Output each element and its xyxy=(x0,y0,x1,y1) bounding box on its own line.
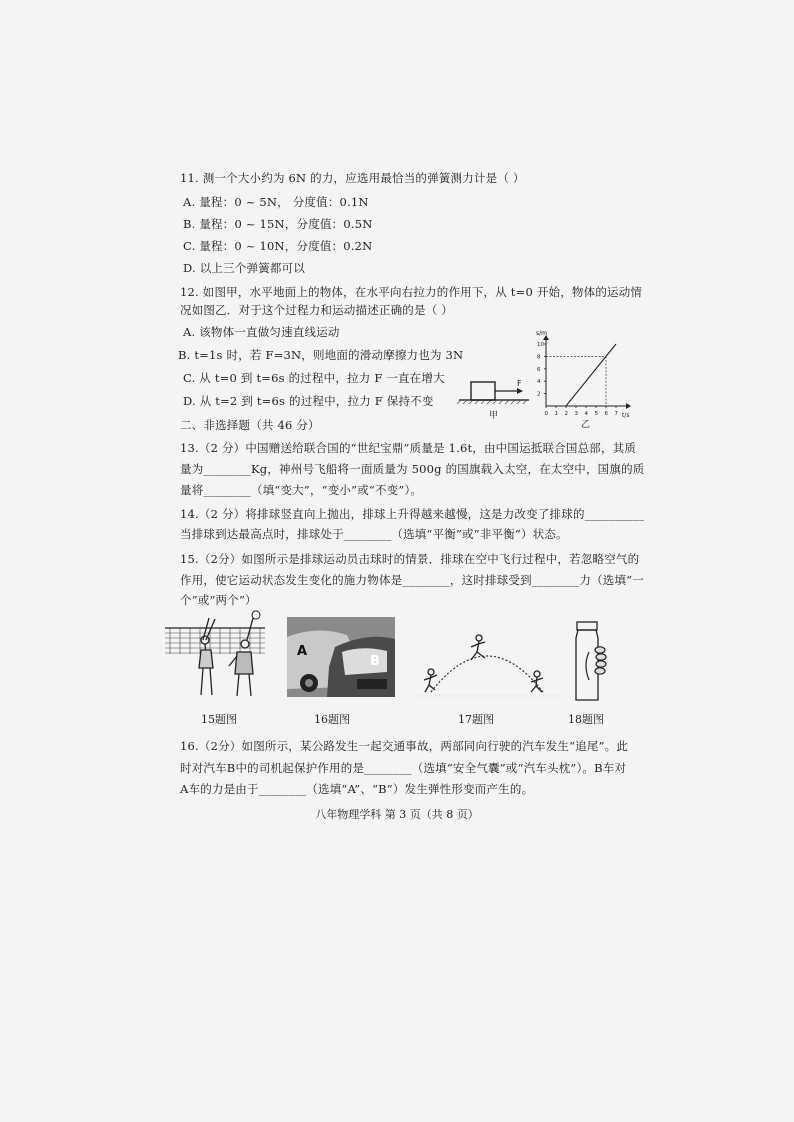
q14-line2: 当排球到达最高点时，排球处于________（选填“平衡”或“非平衡”）状态。 xyxy=(180,527,568,541)
q14-line1: 14.（2 分）将排球竖直向上抛出，排球上升得越来越慢，这是力改变了排球的__________ xyxy=(180,507,645,521)
trajectory-dashed-arc xyxy=(431,656,543,692)
q12-option-b: B. t=1s 时，若 F=3N，则地面的滑动摩擦力也为 3N xyxy=(178,348,464,362)
figure-17-jump-trajectory xyxy=(415,630,560,705)
q12-stem-line2: 况如图乙．对于这个过程力和运动描述正确的是（ ） xyxy=(180,303,453,317)
figure-16-car-crash-photo xyxy=(287,617,395,697)
series-line xyxy=(546,344,616,406)
q12-figure-yi-graph xyxy=(528,330,638,430)
jumper-start xyxy=(424,669,437,692)
x-tick-label: 6 xyxy=(604,411,608,417)
x-tick-label: 3 xyxy=(574,411,578,417)
q11-option-a: A. 量程：0 ~ 5N， 分度值：0.1N xyxy=(183,195,369,209)
figure-18-bottle-squeeze xyxy=(565,620,615,705)
q16-line1: 16.（2分）如图所示，某公路发生一起交通事故，两部同向行驶的汽车发生“追尾”。此 xyxy=(180,739,629,753)
hand-thumb xyxy=(586,652,589,680)
q12-option-c: C. 从 t=0 到 t=6s 的过程中，拉力 F 一直在增大 xyxy=(183,371,445,385)
y-tick-label: 4 xyxy=(537,379,541,386)
x-tick-label: 7 xyxy=(614,411,618,417)
q13-line2: 量为________Kg，神州号飞船将一面质量为 500g 的国旗载入太空，在太空中，国旗的质 xyxy=(180,462,645,476)
q13-line3: 量将________（填“变大”，“变小”或“不变”）。 xyxy=(180,483,423,497)
q12-stem-line1: 12. 如图甲，水平地面上的物体，在水平向右拉力的作用下，从 t=0 开始，物体的运动情 xyxy=(180,285,643,299)
q11-stem: 11. 测一个大小约为 6N 的力，应选用最恰当的弹簧测力计是（ ） xyxy=(180,171,525,185)
figure-16-caption: 16题图 xyxy=(314,713,350,726)
fig-jia-label: 甲 xyxy=(489,411,499,421)
q12-option-d: D. 从 t=2 到 t=6s 的过程中，拉力 F 保持不变 xyxy=(183,394,434,408)
hand-fingers xyxy=(595,647,606,674)
q13-line1: 13.（2 分）中国赠送给联合国的“世纪宝鼎”质量是 1.6t，由中国运抵联合国总部，其质 xyxy=(180,441,637,455)
q11-option-b: B. 量程：0 ~ 15N，分度值：0.5N xyxy=(183,217,373,231)
q15-line2: 作用，使它运动状态发生变化的施力物体是________，这时排球受到________力（选填“一 xyxy=(180,573,644,587)
x-tick-label: 2 xyxy=(564,411,568,417)
figure-15-caption: 15题图 xyxy=(201,713,237,726)
bottle-cap xyxy=(577,622,597,630)
block xyxy=(471,382,495,400)
q15-line1: 15.（2分）如图所示是排球运动员击球时的情景．排球在空中飞行过程中，若忽略空气的 xyxy=(180,552,640,566)
bottle-body xyxy=(576,630,598,700)
jumper-apex xyxy=(471,635,485,660)
y-tick-label: 10 xyxy=(537,342,544,348)
x-tick-label: 4 xyxy=(584,411,588,417)
force-arrowhead xyxy=(517,388,523,394)
x-tick-label: 1 xyxy=(554,411,558,417)
x-axis-arrow xyxy=(626,403,631,409)
page-footer: 八年物理学科 第 3 页（共 8 页） xyxy=(315,808,479,821)
q11-option-d: D. 以上三个弹簧都可以 xyxy=(183,261,306,275)
fig-yi-label: 乙 xyxy=(581,420,591,430)
volleyball-ball xyxy=(252,611,260,619)
x-axis-label: t/s xyxy=(622,412,630,419)
figure-15-volleyball xyxy=(165,610,270,700)
volleyball-net xyxy=(165,628,265,654)
x-tick-label: 0 xyxy=(544,411,548,417)
y-tick-label: 6 xyxy=(537,366,541,373)
figure-17-caption: 17题图 xyxy=(458,713,494,726)
q16-line3: A车的力是由于________（选填“A”、“B”）发生弹性形变而产生的。 xyxy=(180,782,534,796)
player-right xyxy=(229,618,253,696)
section-2-heading: 二、非选择题（共 46 分） xyxy=(180,418,320,432)
y-tick-label: 8 xyxy=(537,354,541,361)
q11-option-c: C. 量程：0 ~ 10N，分度值：0.2N xyxy=(183,239,373,253)
y-axis-label: s/m xyxy=(536,330,547,337)
q12-option-a: A. 该物体一直做匀速直线运动 xyxy=(183,325,340,339)
q12-figure-jia xyxy=(455,370,535,425)
car-b-label: B xyxy=(370,654,380,669)
player-left xyxy=(199,618,215,695)
car-a-label: A xyxy=(297,644,308,659)
q15-line3: 个”或“两个”） xyxy=(180,593,257,607)
x-tick-label: 5 xyxy=(594,411,598,417)
force-label: F xyxy=(517,379,522,388)
jumper-land xyxy=(531,671,543,692)
q16-line2: 时对汽车B中的司机起保护作用的是________（选填“安全气囊”或“汽车头枕”）。B车对 xyxy=(180,761,627,775)
figure-18-caption: 18题图 xyxy=(568,713,604,726)
y-tick-label: 2 xyxy=(537,391,541,398)
